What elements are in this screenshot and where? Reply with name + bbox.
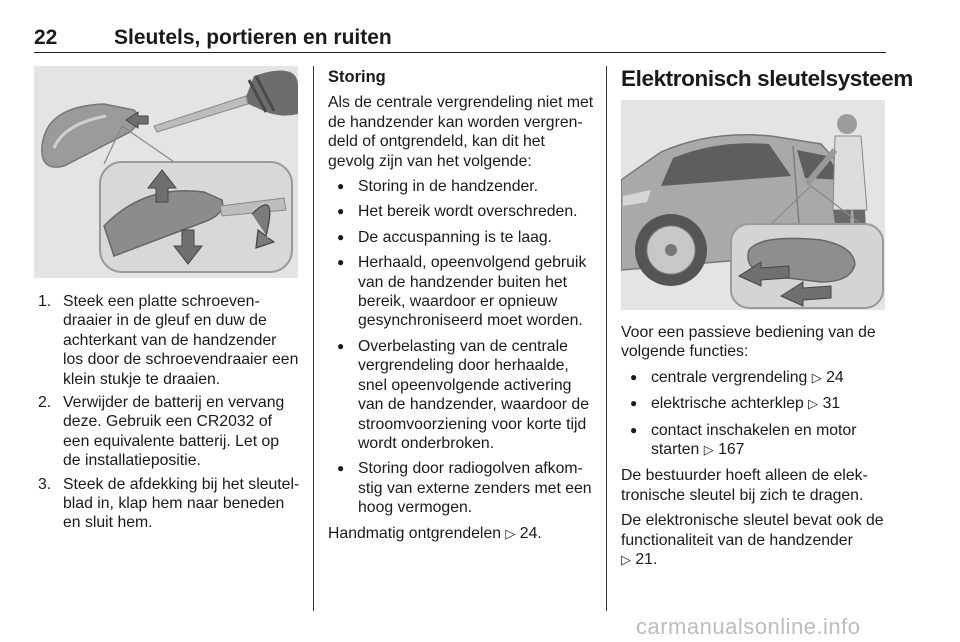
- section-heading-keyless: Elektronisch sleutelsysteem: [621, 66, 913, 91]
- left-column: [38, 292, 300, 537]
- reference-page: 24: [826, 368, 844, 386]
- list-item: [621, 394, 889, 414]
- step-text: Steek de afdekking bij het sleutelblad in, klap hem naar beneden en sluit hem.: [63, 475, 300, 532]
- keyless-functions-list: [621, 368, 889, 461]
- step-item: [38, 393, 300, 471]
- list-item: ● Herhaald, opeenvolgend gebruik van de handzender buiten het bereik, waardoor er opnieuw gesynchroniseerd moet worden.: [328, 253, 594, 331]
- right-column: [621, 323, 889, 576]
- list-item: ● Het bereik wordt overschreden.: [328, 202, 594, 221]
- reference-arrow-icon: ▷: [808, 397, 819, 413]
- key-fob-battery-illustration: [34, 66, 298, 278]
- keyless-para-2: [621, 511, 889, 570]
- reference-page: 24.: [519, 524, 542, 542]
- manual-unlock-reference: [328, 524, 594, 544]
- list-item: ● De accuspanning is te laag.: [328, 228, 594, 247]
- list-item: [621, 368, 889, 388]
- reference-arrow-icon: ▷: [621, 553, 631, 569]
- reference-page: 21.: [635, 551, 658, 569]
- column-divider-left: [313, 66, 314, 611]
- keyless-intro: Voor een passieve bediening van de volgende functies:: [621, 324, 876, 361]
- step-text: Verwijder de batterij en vervang deze. Gebruik een CR2032 of een equivalente batterij. Let op de installatiepositie.: [63, 394, 285, 470]
- step-item: [38, 292, 300, 389]
- function-text: contact inschakelen en motor starten: [651, 421, 857, 459]
- page-header: [34, 26, 886, 53]
- list-item: ● Storing door radiogolven afkomstig van externe zenders met een hoog vermogen.: [328, 459, 594, 517]
- storing-causes-list: [328, 177, 594, 518]
- storing-intro: Als de centrale vergrendeling niet met de handzender kan worden vergrendeld of ontgrendeld, kan dit het gevolg zijn van het volgende:: [328, 94, 594, 170]
- step-number: 2.: [38, 394, 52, 412]
- reference-page: 31: [822, 395, 841, 413]
- list-item: ● Storing in de handzender.: [328, 177, 594, 196]
- step-text: Steek een platte schroevendraaier in de gleuf en duw de achterkant van de handzender los door de schroevendraaier een klein stukje te draaien.: [63, 293, 299, 388]
- keyless-para-1: De bestuurder hoeft alleen de elektronische sleutel bij zich te dragen.: [621, 467, 868, 504]
- car-svg: [621, 100, 885, 310]
- column-divider-right: [606, 66, 607, 611]
- para-text: De elektronische sleutel bevat ook de functionaliteit van de handzender: [621, 512, 884, 549]
- car-door-handle-illustration: [621, 100, 885, 310]
- battery-steps-list: [38, 292, 300, 533]
- page-number: 22: [34, 26, 58, 49]
- key-fob-svg: [34, 66, 298, 278]
- reference-arrow-icon: ▷: [505, 526, 516, 542]
- list-item: ● Overbelasting van de centrale vergrendeling door herhaalde, snel opeenvolgende activering van de handzender, waardoor de stroomvoorziening voor korte tijd wordt onderbroken.: [328, 337, 594, 453]
- step-number: 3.: [38, 475, 52, 493]
- page-title: Sleutels, portieren en ruiten: [114, 26, 392, 49]
- section-heading-storing: Storing: [328, 68, 386, 86]
- watermark: carmanualsonline.info: [636, 614, 861, 639]
- function-text: centrale vergrendeling: [651, 368, 808, 386]
- reference-arrow-icon: ▷: [703, 443, 714, 459]
- middle-column: [328, 68, 594, 550]
- function-text: elektrische achterklep: [651, 395, 804, 413]
- reference-text: Handmatig ontgrendelen: [328, 524, 502, 542]
- step-number: 1.: [38, 293, 52, 310]
- reference-page: 167: [718, 441, 745, 459]
- reference-arrow-icon: ▷: [811, 370, 822, 386]
- step-item: [38, 475, 300, 533]
- list-item: [621, 421, 889, 461]
